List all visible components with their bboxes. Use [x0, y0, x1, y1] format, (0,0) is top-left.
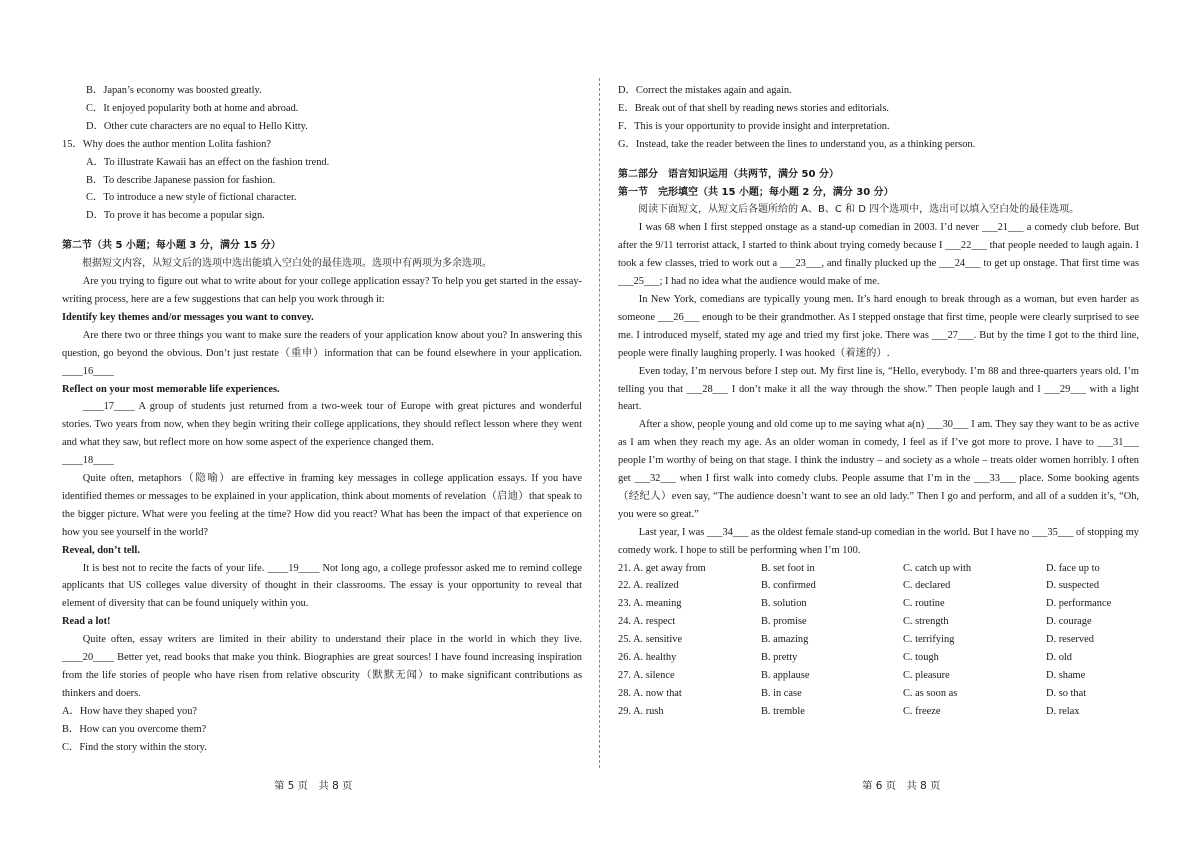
- option-26-b: B. pretty: [761, 652, 798, 664]
- choice-a: A．How have they shaped you?: [62, 705, 198, 717]
- option-29-b: B. tremble: [761, 705, 805, 717]
- cloze-paragraph-2: In New York, comedians are typically young men. It’s hard enough to break through as a woman, but even harder as someone ___26___ enough to be their grandmother. As I stepped onstage that first time, people were clearly surprised to see me. I introduced myself, stated my age and tried my first joke. There was ___27___. But by the time I got to the third line, people were finally laughing properly. I was hooked（着迷的）.: [618, 293, 1139, 359]
- option-28-c: C. as soon as: [903, 687, 958, 699]
- option-22-b: B. confirmed: [761, 580, 816, 592]
- option-29-c: C. freeze: [903, 705, 941, 717]
- q15-stem: 15．Why does the author mention Lolita fashion?: [62, 138, 271, 150]
- option-22-c: C. declared: [903, 580, 951, 592]
- cloze-paragraph-5: Last year, I was ___34___ as the oldest female stand-up comedian in the world. But I have no ___35___ of stopping my comedy work. I hope to still be performing when I’m 100.: [618, 526, 1139, 556]
- option-28-d: D. so that: [1046, 687, 1087, 699]
- choice-b: B．How can you overcome them?: [62, 723, 207, 735]
- option-28-a: 28. A. now that: [618, 687, 682, 699]
- option-28-b: B. in case: [761, 687, 802, 699]
- q15-option-b: B．To describe Japanese passion for fashion.: [86, 174, 276, 186]
- paragraph-16: Are there two or three things you want to make sure the readers of your application know about you? In answering this question, go beyond the obvious. Don’t just restate（重申）information that can be found elsewhere in your application. ____16____: [62, 329, 582, 377]
- cloze-options-grid: [618, 560, 1139, 721]
- option-27-d: D. shame: [1046, 670, 1086, 681]
- option-25-b: B. amazing: [761, 634, 809, 646]
- option-24-a: 24. A. respect: [618, 616, 676, 628]
- option-26-a: 26. A. healthy: [618, 652, 677, 664]
- option-21-a: 21. A. get away from: [618, 562, 706, 574]
- q14-option-c: C．It enjoyed popularity both at home and abroad.: [86, 102, 299, 114]
- option-27-c: C. pleasure: [903, 670, 950, 681]
- option-23-a: 23. A. meaning: [618, 598, 682, 610]
- cloze-paragraph-1: I was 68 when I first stepped onstage as a stand-up comedian in 2003. I’d never ___21___ a comedy club before. But after the 9/11 terrorist attack, I started to think about trying comedy because I ___22___ that people needed to laugh again. I took a few classes, tried to work out a ___23___, and finally plucked up the ___24___ to get up onstage. That first time was ___25___; I had no idea what the audience would make of me.: [618, 222, 1139, 288]
- q15-option-a: A．To illustrate Kawaii has an effect on the fashion trend.: [86, 156, 330, 168]
- heading-read-a-lot: Read a lot!: [62, 616, 111, 628]
- option-25-d: D. reserved: [1046, 634, 1094, 646]
- q15-option-c: C．To introduce a new style of fictional character.: [86, 192, 297, 204]
- option-24-d: D. courage: [1046, 616, 1092, 628]
- option-29-a: 29. A. rush: [618, 705, 664, 717]
- q14-option-d: D．Other cute characters are no equal to Hello Kitty.: [86, 120, 308, 132]
- option-26-d: D. old: [1046, 652, 1072, 664]
- part2-heading: 第二部分 语言知识运用（共两节，满分 50 分）: [618, 168, 839, 180]
- choice-d: D．Correct the mistakes again and again.: [618, 85, 792, 96]
- option-23-b: B. solution: [761, 598, 807, 610]
- page-5-footer: 第 5 页 共 8 页: [274, 780, 353, 792]
- option-24-b: B. promise: [761, 616, 807, 628]
- option-25-c: C. terrifying: [903, 634, 955, 646]
- heading-reveal: Reveal, don’t tell.: [62, 544, 140, 556]
- choice-e: E．Break out of that shell by reading news stories and editorials.: [618, 102, 889, 114]
- option-25-a: 25. A. sensitive: [618, 634, 683, 646]
- blank-18: ____18____: [62, 455, 114, 467]
- q14-option-b: B．Japan’s economy was boosted greatly.: [86, 85, 262, 96]
- heading-identify-themes: Identify key themes and/or messages you want to convey.: [62, 311, 314, 323]
- option-22-a: 22. A. realized: [618, 580, 679, 592]
- option-21-d: D. face up to: [1046, 562, 1100, 574]
- section2-instruction: 根据短文内容，从短文后的选项中选出能填入空白处的最佳选项。选项中有两项为多余选项。: [82, 258, 492, 270]
- paragraph-19: It is best not to recite the facts of your life. ____19____ Not long ago, a college professor asked me to remind college applicants that US colleges value diversity of thought in their classrooms. The essay is your opportunity to reveal that element of diversity that can be found uniquely within you.: [62, 562, 582, 610]
- page-6-column: [618, 82, 1139, 721]
- cloze-section-heading: 第一节 完形填空（共 15 小题；每小题 2 分，满分 30 分）: [618, 186, 894, 198]
- page-5-column: [62, 82, 582, 757]
- option-27-a: 27. A. silence: [618, 670, 675, 681]
- option-23-c: C. routine: [903, 598, 945, 610]
- section2-heading: 第二节（共 5 小题；每小题 3 分，满分 15 分）: [62, 240, 281, 252]
- option-23-d: D. performance: [1046, 598, 1112, 610]
- passage-intro: Are you trying to figure out what to write about for your college application essay? To help you get started in the essay-writing process, here are a few suggestions that can help you work through it:: [62, 276, 582, 305]
- option-21-b: B. set foot in: [761, 562, 815, 574]
- choice-c: C．Find the story within the story.: [62, 741, 207, 753]
- heading-reflect: Reflect on your most memorable life experiences.: [62, 383, 280, 395]
- choice-f: F．This is your opportunity to provide insight and interpretation.: [618, 120, 890, 132]
- cloze-paragraph-4: After a show, people young and old come up to me saying what a(n) ___30___ I am. They say they want to be as active as I am when they reach my age. As an older woman in comedy, I feel as if I’ve got more to prove. I have to ___31___ people I’m worthy of being on that stage. I think the industry – and society as a whole – treats older women horribly. I often get ___32___ when I first walk into comedy clubs. People assume that I’m in the ___33___ place. Some booking agents（经纪人）even say, “The audience doesn’t want to see an old lady.” Then I go and perform, and all of a sudden it’s, “Oh, you were so great.”: [618, 419, 1139, 520]
- cloze-instruction: 阅读下面短文，从短文后各题所给的 A、B、C 和 D 四个选项中，选出可以填入空白处的最佳选项。: [638, 204, 1080, 216]
- option-27-b: B. applause: [761, 670, 810, 681]
- option-29-d: D. relax: [1046, 705, 1080, 717]
- paragraph-20: Quite often, essay writers are limited in their ability to understand their place in the world in which they live. ____20____ Better yet, read books that make you think. Biographies are great sources! I have found increasing inspiration from the life stories of people who have risen from relative obscurity（默默无闻）to make significant contributions as thinkers and doers.: [62, 634, 582, 699]
- option-26-c: C. tough: [903, 652, 939, 664]
- paragraph-17: ____17____ A group of students just returned from a two-week tour of Europe with great pictures and wonderful stories. Two years from now, when they begin writing their college applications, they should reflect lesson where they went and what they saw, but reflect more on how some aspect of the experience changed them.: [62, 401, 582, 449]
- cloze-paragraph-3: Even today, I’m nervous before I step out. My first line is, “Hello, everybody. I’m 88 and three-quarters years old. I’m telling you that ___28___ I don’t make it all the way through the show.” Then people laugh and I ___29___ with a light heart.: [618, 365, 1139, 413]
- page-divider: [599, 78, 600, 768]
- option-22-d: D. suspected: [1046, 580, 1100, 592]
- option-24-c: C. strength: [903, 616, 949, 628]
- choice-g: G．Instead, take the reader between the lines to understand you, as a thinking person.: [618, 138, 976, 150]
- q15-option-d: D．To prove it has become a popular sign.: [86, 210, 265, 222]
- page-6-footer: 第 6 页 共 8 页: [862, 780, 941, 792]
- option-21-c: C. catch up with: [903, 562, 972, 574]
- paragraph-metaphors: Quite often, metaphors（隐喻）are effective in framing key messages in college application essays. If you have identified themes or messages to be explained in your application, think about moments of revelation（启迪）that speak to the bigger picture. What were you feeling at the time? How did you react? What has been the impact of that experience on how you see yourself in the world?: [62, 473, 582, 538]
